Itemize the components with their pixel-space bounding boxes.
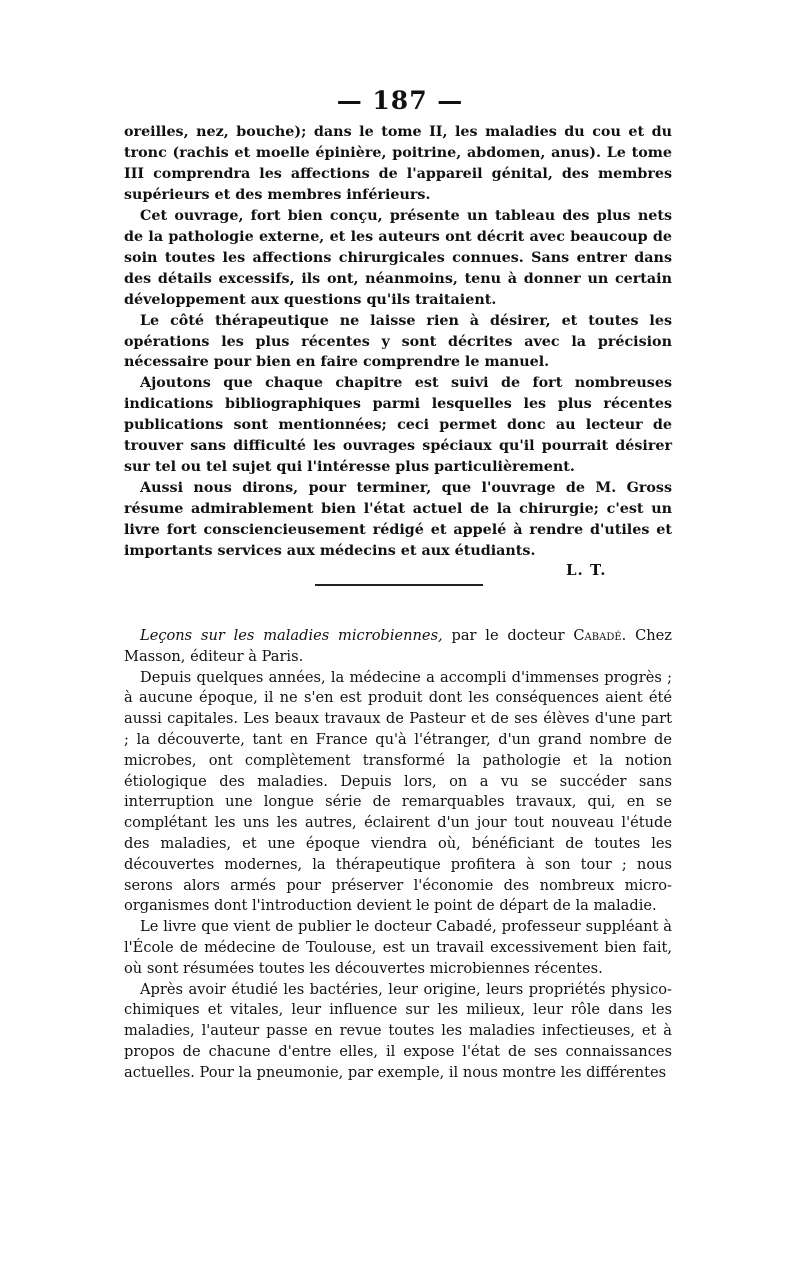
paragraph: Le livre que vient de publier le docteur Cabadé, professeur suppléant à l'École de médecine de Toulouse, est un travail excessivement bien fait, où sont résumées toutes les découvertes microbiennes récentes. — [124, 918, 672, 977]
book-title: Leçons sur les maladies microbiennes, — [140, 627, 443, 644]
paragraph: Cet ouvrage, fort bien conçu, présente un tableau des plus nets de la pathologie externe, et les auteurs ont décrit avec beaucoup de soin toutes les affections chirurgicales connues. Sans entrer dans des détails excessifs, ils ont, néanmoins, tenu à donner un certain développement aux questions qu'ils traitaient. — [124, 207, 672, 308]
review-cabade — [124, 626, 672, 1084]
page-number: — 187 — — [336, 86, 464, 115]
paragraph: Aussi nous dirons, pour terminer, que l'ouvrage de M. Gross résume admirablement bien l'état actuel de la chirurgie; c'est un livre fort consciencieusement rédigé et appelé à rendre d'utiles et importants services aux médecins et aux étudiants. — [124, 480, 672, 560]
paragraph: Depuis quelques années, la médecine a accompli d'immenses progrès ; à aucune époque, il ne s'en est produit dont les conséquences aient été aussi capitales. Les beaux travaux de Pasteur et de ses élèves d'une part ; la découverte, tant en France qu'à l'étranger, d'un grand nombre de microbes, ont complètement transformé la pathologie et la notion étiologique des maladies. Depuis lors, on a vu se succéder sans interruption une longue série de remarquables travaux, qui, en se complétant les uns les autres, éclairent d'un jour tout nouveau l'étude des maladies, et une époque viendra où, bénéficiant de toutes les découvertes modernes, la thérapeutique profitera à son tour ; nous serons alors armés pour préserver l'économie des nombreux micro-organismes dont l'introduction devient le point de départ de la maladie. — [124, 668, 672, 915]
paragraph: Le côté thérapeutique ne laisse rien à désirer, et toutes les opérations les plus récentes y sont décrites avec la précision nécessaire pour bien en faire comprendre le manuel. — [124, 312, 672, 371]
paragraph: Ajoutons que chaque chapitre est suivi de fort nombreuses indications bibliographiques parmi lesquelles les plus récentes publications sont mentionnées; ceci permet donc au lecteur de trouver sans difficulté les ouvrages spéciaux qu'il pourrait désirer sur tel ou tel sujet qui l'intéresse plus particulièrement. — [124, 375, 672, 476]
review-gross-continuation — [124, 122, 672, 562]
paragraph: Après avoir étudié les bactéries, leur origine, leurs propriétés physico-chimiques et vitales, leur influence sur les milieux, leur rôle dans les maladies, l'auteur passe en revue toutes les maladies infectieuses, et à propos de chacune d'entre elles, il expose l'état de ses connaissances actuelles. Pour la pneumonie, par exemple, il nous montre les différentes — [124, 980, 672, 1081]
paragraph: oreilles, nez, bouche); dans le tome II, les maladies du cou et du tronc (rachis et moelle épinière, poitrine, abdomen, anus). Le tome III comprendra les affections de l'appareil génital, des membres supérieurs et des membres inférieurs. — [124, 124, 672, 203]
section-divider — [315, 584, 483, 586]
review-heading: Leçons sur les maladies microbiennes, par le docteur Cabadé. Chez Masson, éditeur à Paris. — [124, 627, 672, 665]
review-signature: L. T. — [566, 561, 607, 579]
author-name: Cabadé — [573, 627, 622, 644]
